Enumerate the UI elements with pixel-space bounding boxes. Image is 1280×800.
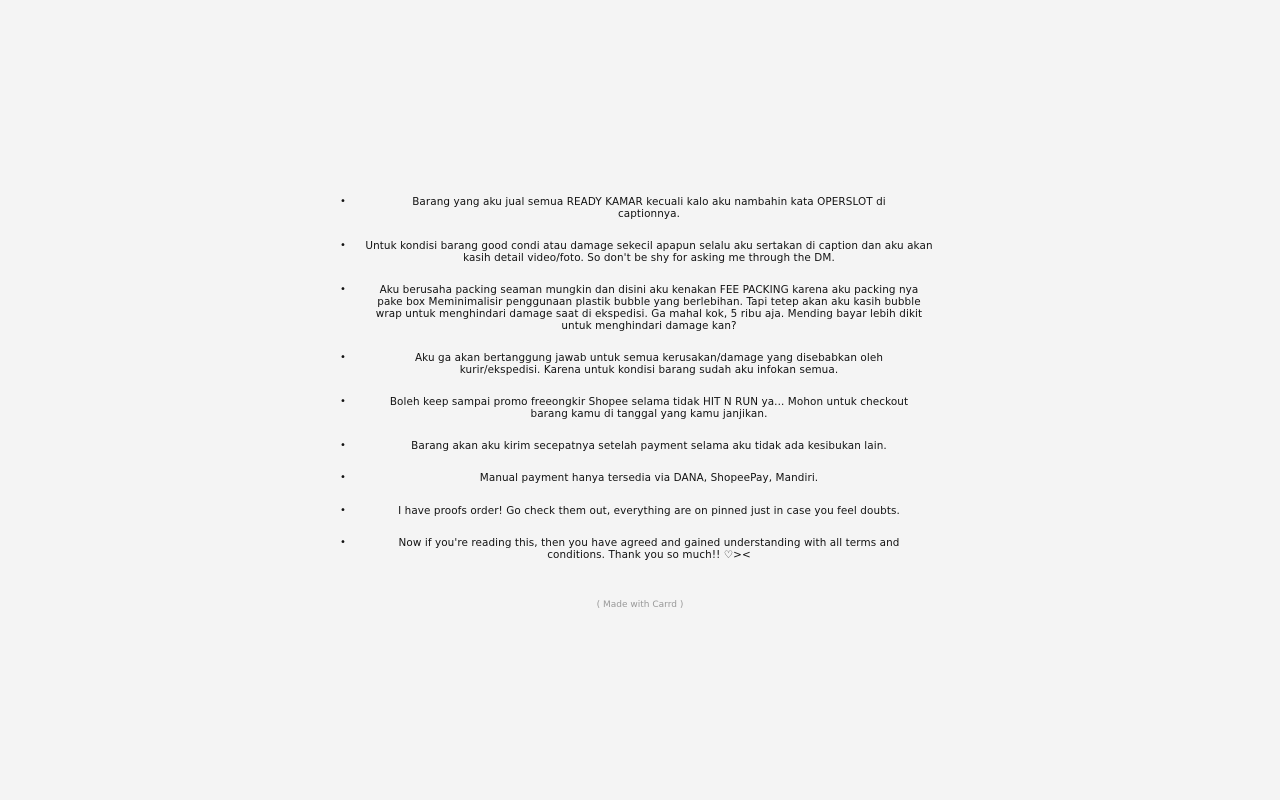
- term-item-2: [340, 240, 940, 264]
- term-item-5: [340, 396, 940, 420]
- term-text: Untuk kondisi barang good condi atau damage sekecil apapun selalu aku sertakan di caption dan aku akan kasih detail video/foto. So don't be shy for asking me through the DM.: [365, 240, 933, 264]
- term-item-9: [340, 537, 940, 561]
- bullet: •: [340, 472, 346, 483]
- bullet: •: [340, 505, 346, 516]
- bullet: •: [340, 396, 346, 407]
- term-item-8: [340, 505, 940, 517]
- bullet: •: [340, 440, 346, 451]
- bullet: •: [340, 537, 346, 548]
- bullet: •: [340, 240, 346, 251]
- bullet: •: [340, 284, 346, 295]
- term-item-6: [340, 440, 940, 452]
- term-item-7: [340, 472, 940, 484]
- bullet: •: [340, 352, 346, 363]
- made-with-carrd-link[interactable]: ( Made with Carrd ): [596, 600, 684, 610]
- term-text: Aku ga akan bertanggung jawab untuk semua kerusakan/damage yang disebabkan oleh kurir/ekspedisi. Karena untuk kondisi barang sudah aku infokan semua.: [414, 352, 884, 376]
- term-text: Manual payment hanya tersedia via DANA, ShopeePay, Mandiri.: [479, 472, 819, 484]
- bullet: •: [340, 196, 346, 207]
- term-text: Aku berusaha packing seaman mungkin dan disini aku kenakan FEE PACKING karena aku packing nya pake box Meminimalisir penggunaan plastik bubble yang berlebihan. Tapi tetep akan aku kasih bubble wrap untuk menghindari damage saat di ekspedisi. Ga mahal kok, 5 ribu aja. Mending bayar lebih dikit untuk menghindari damage kan?: [375, 284, 923, 332]
- terms-list: [340, 196, 940, 561]
- term-text: I have proofs order! Go check them out, everything are on pinned just in case you feel doubts.: [398, 505, 900, 517]
- made-with-carrd-credit: [0, 599, 1280, 611]
- term-text: Barang yang aku jual semua READY KAMAR kecuali kalo aku nambahin kata OPERSLOT di captionnya.: [412, 196, 886, 220]
- term-text: Barang akan aku kirim secepatnya setelah payment selama aku tidak ada kesibukan lain.: [411, 440, 887, 452]
- term-item-4: [340, 352, 940, 376]
- term-text: Boleh keep sampai promo freeongkir Shopee selama tidak HIT N RUN ya... Mohon untuk checkout barang kamu di tanggal yang kamu janjikan.: [389, 396, 909, 420]
- term-item-3: [340, 284, 940, 332]
- term-text: Now if you're reading this, then you have agreed and gained understanding with all terms and conditions. Thank you so much!! ♡><: [398, 537, 900, 561]
- term-item-1: [340, 196, 940, 220]
